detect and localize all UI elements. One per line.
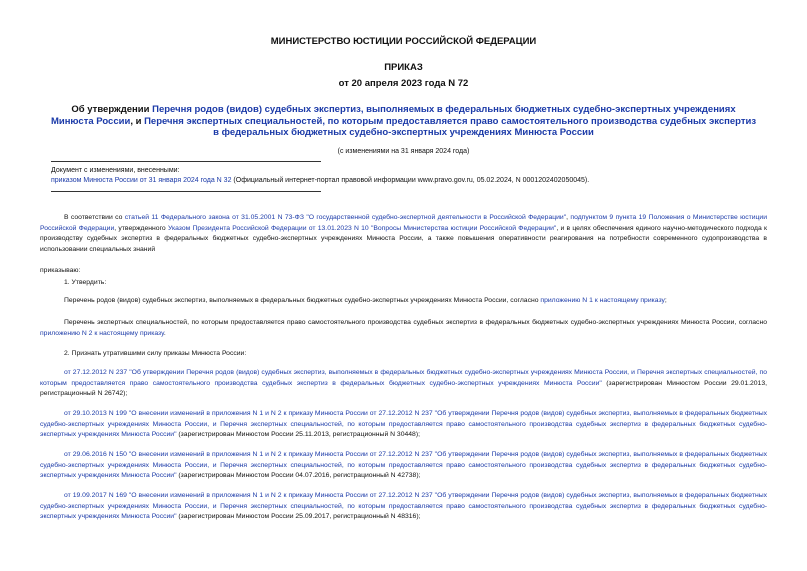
title-mid: , и <box>130 115 145 127</box>
ministry-heading: МИНИСТЕРСТВО ЮСТИЦИИ РОССИЙСКОЙ ФЕДЕРАЦИИ <box>270 36 537 47</box>
clause-1b-text: Перечень экспертных специальностей, по которым предоставляется право самостоятельного производства судебных экспертиз в федеральных бюджетных судебно-экспертных учреждениях Минюста России, согласно <box>64 319 767 326</box>
repealed-item <box>40 368 767 400</box>
clause-1a-end: ; <box>664 297 667 304</box>
repealed-item <box>40 450 767 482</box>
preamble-t4: , и в целях обеспечения единого научно-методического подхода к производству судебных экспертиз в федеральных бюджетных судебно-экспертных учреждениях Минюста России, а также повышения оперативности реагирования на потребности современного судопроизводства в использовании специальных знаний <box>40 224 767 253</box>
preamble-link-2[interactable]: подпунктом 9 пункта 19 Положения о Министерстве юстиции Российской Федерации <box>40 214 767 232</box>
preamble-t1: В соответствии со <box>64 214 125 221</box>
amending-order-link[interactable]: приказом Минюста России от 31 января 2024 года N 32 <box>51 177 232 184</box>
repealed-registration: (зарегистрирован Минюстом России 25.11.2013, регистрационный N 30448); <box>176 431 420 438</box>
doc-changes <box>51 166 751 186</box>
doc-changes-line1: Документ с изменениями, внесенными: <box>51 167 180 174</box>
repealed-registration: (зарегистрирован Минюстом России 04.07.2016, регистрационный N 42738); <box>176 472 421 479</box>
repealed-link[interactable]: от 29.06.2016 N 150 "О внесении изменений в приложения N 1 и N 2 к приказу Минюста России от 27.12.2012 N 237 "Об утверждении Перечня родов (видов) судебных экспертиз, выполняемых в федеральных бюджетных судебно-экспертных учреждениях Минюста России, и Перечня экспертных специальностей, по которым предоставляется право самостоятельного производства судебных экспертиз в федеральных бюджетных судебно-экспертных учреждениях Минюста России" <box>40 451 767 479</box>
repealed-link[interactable]: от 27.12.2012 N 237 "Об утверждении Перечня родов (видов) судебных экспертиз, выполняемых в федеральных бюджетных судебно-экспертных учреждениях Минюста России, и Перечня экспертных специальностей, по которым предоставляется право самостоятельного производства судебных экспертиз в федеральных бюджетных судебно-экспертных учреждениях Минюста России" <box>40 369 767 387</box>
order-date: от 20 апреля 2023 года N 72 <box>338 78 469 89</box>
title-prefix: Об утверждении <box>71 104 153 115</box>
preamble-t2: , <box>566 214 571 221</box>
clause-1b-end: . <box>163 329 166 337</box>
appendix-2-link[interactable]: приложению N 2 к настоящему приказу <box>40 329 164 337</box>
repealed-item <box>40 491 767 523</box>
preamble-link-1[interactable]: статьей 11 Федерального закона от 31.05.2001 N 73-ФЗ "О государственной судебно-экспертной деятельности в Российской Федерации" <box>124 214 567 221</box>
clause-1b <box>40 318 767 339</box>
order-word: приказываю: <box>40 267 81 274</box>
preamble-t3: , утвержденного <box>114 224 168 232</box>
document-title <box>50 104 757 139</box>
clause-2: 2. Признать утратившими силу приказы Минюста России: <box>64 350 247 357</box>
doc-changes-line2 <box>51 176 751 186</box>
clause-1a-text: Перечень родов (видов) судебных экспертиз, выполняемых в федеральных бюджетных судебно-экспертных учреждениях Минюста России, согласно <box>64 297 541 304</box>
appendix-1-link[interactable]: приложению N 1 к настоящему приказу <box>540 297 665 304</box>
preamble <box>40 213 767 255</box>
preamble-link-3[interactable]: Указом Президента Российской Федерации от 13.01.2023 N 10 "Вопросы Министерства юстиции Российской Федерации" <box>167 224 557 232</box>
clause-1: 1. Утвердить: <box>64 279 107 286</box>
clause-1a <box>40 296 767 307</box>
divider-top <box>51 161 321 162</box>
title-link-1[interactable]: Перечня родов (видов) судебных экспертиз, выполняемых в федеральных бюджетных судебно-экспертных учреждениях Минюста России <box>50 104 736 127</box>
repealed-registration: (зарегистрирован Минюстом России 29.01.2013, регистрационный N 26742); <box>40 379 767 397</box>
repealed-item <box>40 409 767 441</box>
divider-bottom <box>51 191 321 192</box>
repealed-link[interactable]: от 29.10.2013 N 199 "О внесении изменений в приложения N 1 и N 2 к приказу Минюста России от 27.12.2012 N 237 "Об утверждении Перечня родов (видов) судебных экспертиз, выполняемых в федеральных бюджетных судебно-экспертных учреждениях Минюста России, и Перечня экспертных специальностей, по которым предоставляется право самостоятельного производства судебных экспертиз в федеральных бюджетных судебно-экспертных учреждениях Минюста России" <box>40 410 767 438</box>
repealed-registration: (зарегистрирован Минюстом России 25.09.2017, регистрационный N 48316); <box>176 513 421 520</box>
doc-changes-rest: (Официальный интернет-портал правовой информации www.pravo.gov.ru, 05.02.2024, N 0001202402050045). <box>231 177 590 184</box>
order-heading: ПРИКАЗ <box>384 62 423 73</box>
changes-note: (с изменениями на 31 января 2024 года) <box>337 148 470 155</box>
repealed-link[interactable]: от 19.09.2017 N 169 "О внесении изменений в приложения N 1 и N 2 к приказу Минюста России от 27.12.2012 N 237 "Об утверждении Перечня родов (видов) судебных экспертиз, выполняемых в федеральных бюджетных судебно-экспертных учреждениях Минюста России, и Перечня экспертных специальностей, по которым предоставляется право самостоятельного производства судебных экспертиз в федеральных бюджетных судебно-экспертных учреждениях Минюста России" <box>40 492 767 520</box>
title-link-2[interactable]: Перечня экспертных специальностей, по которым предоставляется право самостоятельного производства судебных экспертиз в федеральных бюджетных судебно-экспертных учреждениях Минюста России <box>144 115 757 138</box>
